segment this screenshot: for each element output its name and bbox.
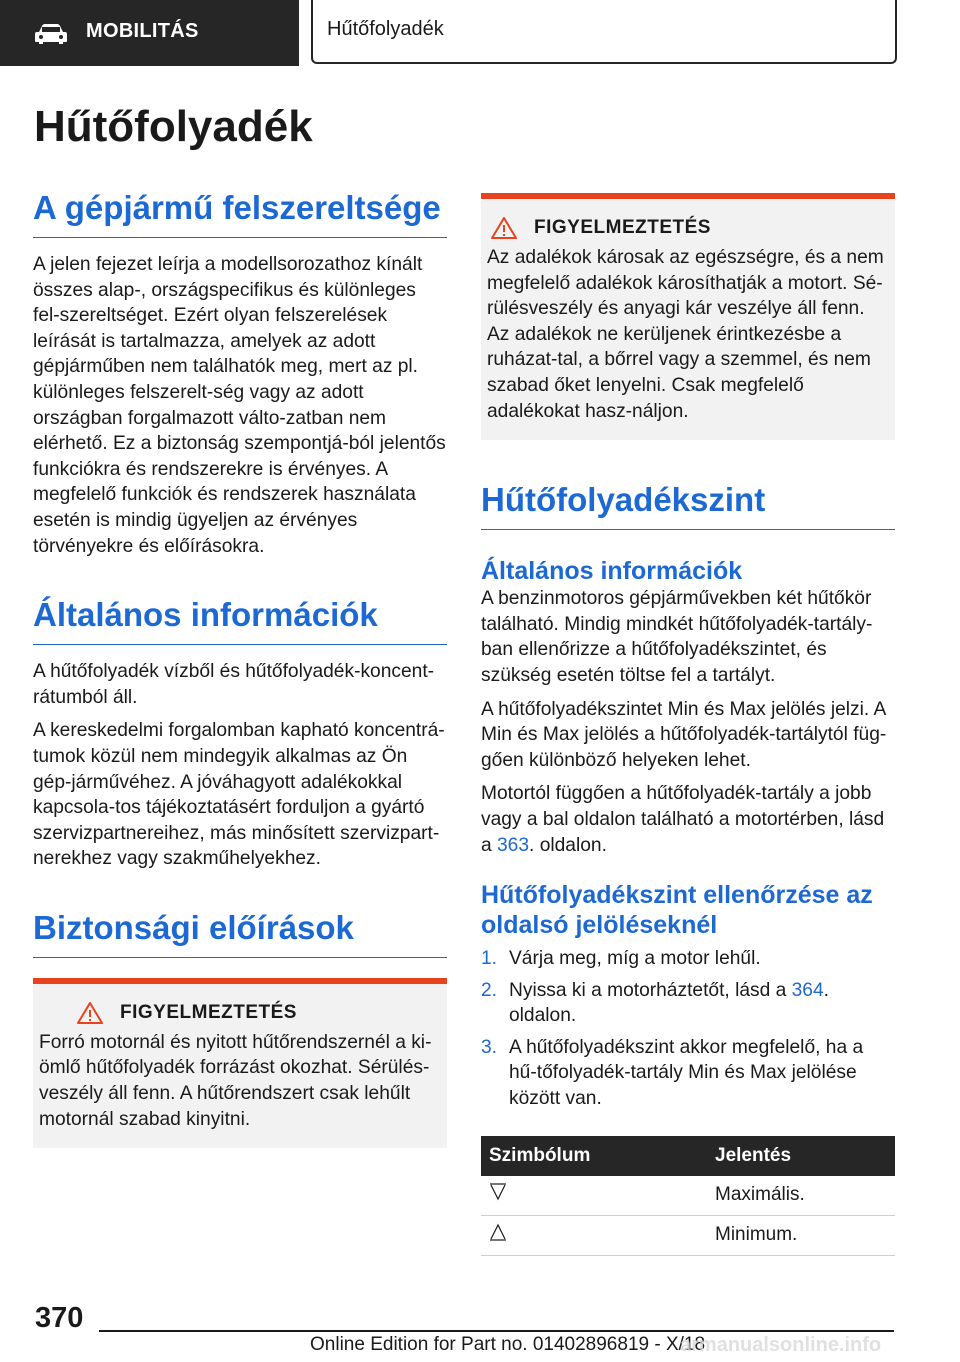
edition-text: Online Edition for Part no. 01402896819 - X/18 [310, 1334, 706, 1355]
text-span: . oldalon. [529, 834, 607, 856]
min-mark-icon [489, 1222, 507, 1242]
step-number: 3. [481, 1036, 498, 1058]
general-info-text-2: A kereskedelmi forgalomban kapható koncentrá-tumok közül nem mindegyik alkalmas az Ön gép-járművéhez. A jóváhagyott adalékokkal kapcsola-tos tájékoztatásért forduljon a gyártó szervizpartnereihez, más minősített szervizpart-nerekhez vagy szakműhelyekhez. [33, 720, 445, 870]
page-link-363[interactable]: 363 [497, 834, 530, 856]
right-column [481, 193, 895, 1256]
max-mark-icon [489, 1182, 507, 1202]
equipment-text: A jelen fejezet leírja a modellsorozathoz kínált összes alap-, országspecifikus és különleges fel-szereltséget. Ezért olyan felszerelések leírását is tartalmazza, amelyek az adott gépjárműben nem találhatók meg, mert az pl. különleges felszerelt-ség vagy az adott országban forgalmazott válto-zatban nem elérhető. Ez a biztonság szempontjá-ból jelentős funkciókra és rendszerekre is érvényes. A megfelelő funkciók és rendszerek használata esetén is mindig ügyeljen az érvényes törvényekre és előírásokra. [33, 254, 446, 557]
general-info-heading: Általános információk [33, 595, 447, 645]
list-item [481, 978, 895, 1029]
symbol-cell [481, 1215, 707, 1255]
general-info-text-1: A hűtőfolyadék vízből és hűtőfolyadék-koncent-rátumból áll. [33, 661, 435, 708]
text-span: A hűtőfolyadékszint akkor megfelelő, ha a hű-tőfolyadék-tartály Min és Max jelölése között van. [509, 1036, 864, 1110]
text-span: Nyissa ki a motorháztetőt, lásd a [509, 979, 792, 1001]
step-text [509, 946, 761, 972]
step-text [509, 978, 895, 1029]
symbol-cell [481, 1176, 707, 1216]
text-span: Várja meg, míg a motor lehűl. [509, 948, 761, 970]
coolant-level-heading: Hűtőfolyadékszint [481, 480, 895, 530]
steps-list [481, 946, 895, 1112]
level-info-text-3 [481, 781, 895, 858]
table-row [481, 1176, 895, 1216]
step-number: 2. [481, 979, 498, 1001]
level-check-heading: Hűtőfolyadékszint ellenőrzése az oldalsó jelöléseknél [481, 881, 873, 940]
text-span: Motortól függően a hűtőfolyadék-tartály a jobb vagy a bal oldalon található a motortérben, lásd a [481, 783, 885, 856]
section-tab-label: MOBILITÁS [86, 20, 199, 42]
level-info-text-1: A benzinmotoros gépjárművekben két hűtőkör található. Mindig mindkét hűtőfolyadék-tartály-ban ellenőrizze a hűtőfolyadékszintet, és szükség esetén töltse fel a tartályt. [481, 588, 873, 686]
additive-warning-box [481, 193, 895, 440]
symbol-table [481, 1136, 895, 1256]
page-tab-label: Hűtőfolyadék [327, 18, 444, 40]
page-number: 370 [35, 1302, 84, 1334]
page-tab-coolant[interactable] [311, 0, 897, 64]
warning-text: Forró motornál és nyitott hűtőrendszernél a ki-ömlő hűtőfolyadék forrázást okozhat. Sérülés-veszély áll fenn. A hűtőrendszert csak lehűlt motornál szabad kinyitni. [39, 1031, 432, 1130]
text-span: . oldalon. [509, 979, 829, 1027]
step-number: 1. [481, 948, 498, 970]
level-info-heading: Általános információk [481, 557, 743, 586]
watermark: armanualsonline.info [680, 1334, 882, 1356]
column-header-meaning: Jelentés [707, 1136, 895, 1176]
warning-header [39, 1002, 441, 1024]
warning-triangle-icon [491, 217, 517, 239]
list-item [481, 1035, 895, 1112]
column-header-symbol: Szimbólum [481, 1136, 707, 1176]
warning-title: FIGYELMEZTETÉS [120, 1001, 297, 1023]
meaning-cell: Maximális. [707, 1176, 895, 1216]
warning-header [487, 217, 889, 239]
level-info-text-2: A hűtőfolyadékszintet Min és Max jelölés jelzi. A Min és Max jelölés a hűtőfolyadék-tartálytól füg-gően különböző helyeken lehet. [481, 698, 887, 771]
left-column [33, 188, 447, 1148]
warning-title: FIGYELMEZTETÉS [534, 217, 711, 238]
footer-divider [99, 1330, 894, 1332]
page-title: Hűtőfolyadék [34, 102, 313, 151]
meaning-cell: Minimum. [707, 1215, 895, 1255]
car-icon [34, 23, 68, 45]
safety-heading: Biztonsági előírások [33, 908, 447, 958]
equipment-heading: A gépjármű felszereltsége [33, 188, 447, 238]
page-link-364[interactable]: 364 [791, 979, 824, 1001]
table-header-row [481, 1136, 895, 1176]
step-text [509, 1035, 895, 1112]
top-navigation [0, 0, 960, 66]
safety-warning-box [33, 978, 447, 1148]
list-item [481, 946, 895, 972]
section-tab-mobility[interactable] [0, 0, 299, 66]
page-footer [0, 1290, 960, 1362]
warning-text: Az adalékok károsak az egészségre, és a nem megfelelő adalékok károsíthatják a motort. Sé-rülésveszély és anyagi kár veszélye áll fenn. Az adalékok ne kerüljenek érintkezésbe a ruházat-tal, a bőrrel vagy a szemmel, és nem szabad őket lenyelni. Csak megfelelő adalékokat hasz-náljon. [487, 247, 884, 422]
table-row [481, 1215, 895, 1255]
warning-triangle-icon [77, 1002, 103, 1024]
